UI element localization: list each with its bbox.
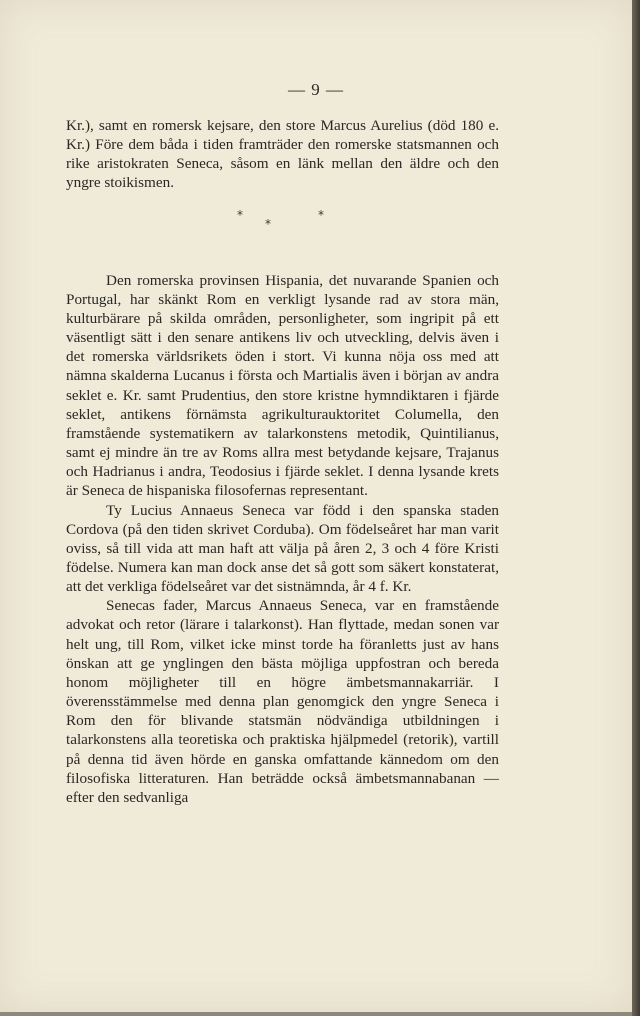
paragraph-birth: Ty Lucius Annaeus Seneca var född i den spanska staden Cordova (på den tiden skrivet Corduba). Om födelseåret har man varit oviss, så till vida att man haft att välja på åren 2, 3 och 4 före Kristi födelse. Numera kan man dock anse det så gott som säkert konstaterat, att det verkliga födelseåret var det sistnämnda, år 4 f. Kr. bbox=[66, 501, 499, 596]
body-text bbox=[66, 116, 499, 807]
page-number: — 9 — bbox=[288, 80, 344, 99]
continuation-paragraph: Kr.), samt en romersk kejsare, den store Marcus Aurelius (död 180 e. Kr.) Före dem båda i tiden framträder den romerske statsmannen och rike aristokraten Seneca, såsom en länk mellan den äldre och den yngre stoikismen. bbox=[66, 117, 499, 192]
asterisk-right: * bbox=[318, 207, 324, 222]
paragraph-father: Senecas fader, Marcus Annaeus Seneca, var en framstående advokat och retor (lärare i talarkonst). Han flyttade, medan sonen var helt ung, till Rom, vilket icke minst torde ha föranletts just av hans önskan att ge ynglingen den bästa möjliga uppfostran och bereda honom möjligheter till en högre ämbetsmannakarriär. I överensstämmelse med denna plan genomgick den yngre Seneca i Rom den för blivande statsmän nödvändiga utbildningen i talarkonstens alla teoretiska och praktiska hjälpmedel (retorik), vartill på denna tid även hörde en ganska omfattande kännedom om den filosofiska litteraturen. Han beträdde också ämbetsmannabanan — efter den sedvanliga bbox=[66, 597, 499, 806]
asterisk-bottom: * bbox=[265, 216, 271, 231]
page-edge-shadow bbox=[632, 0, 640, 1016]
paragraph-hispania: Den romerska provinsen Hispania, det nuvarande Spanien och Portugal, har skänkt Rom en verkligt lysande rad av stora män, kulturbärare på skilda områden, personligheter, som ingripit på ett väsentligt sätt i den senare antikens liv och utveckling, delvis även i det romerska världsrikets öden i stort. Vi kunna nöja oss med att nämna skalderna Lucanus i första och Martialis även i början av andra seklet e. Kr. samt Prudentius, den store kristne hymndiktaren i fjärde seklet, antikens förnämsta agrikulturauktoritet Columella, den framstående systematikern av talarkonstens metodik, Quintilianus, samt ej mindre än tre av Roms allra mest betydande kejsare, Trajanus och Hadrianus i andra, Teodosius i fjärde seklet. I denna lysande krets är Seneca de hispaniska filosofernas representant. bbox=[66, 271, 499, 500]
asterisk-left: * bbox=[237, 207, 243, 222]
section-break-asterism bbox=[66, 193, 499, 271]
